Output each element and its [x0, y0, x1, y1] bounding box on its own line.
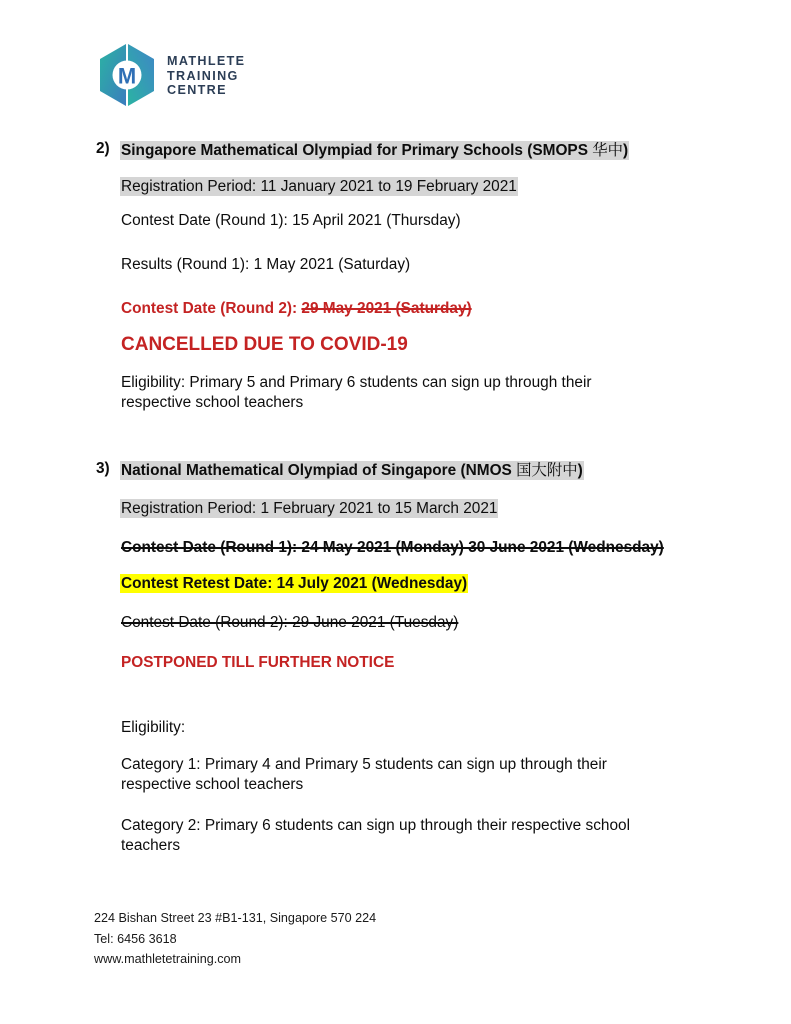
section-2-contest-round2-struck-date: 29 May 2021 (Saturday): [301, 300, 472, 317]
logo-line-2: TRAINING: [167, 68, 239, 83]
section-2-contest-round2-label: Contest Date (Round 2):: [121, 300, 302, 317]
footer-address: 224 Bishan Street 23 #B1-131, Singapore 570 224: [94, 911, 377, 925]
section-2-registration-period: [121, 177, 517, 197]
footer-contact-block: [94, 908, 376, 970]
section-3-title-close: ): [577, 462, 583, 479]
section-2-title-cjk: 华中: [592, 141, 624, 159]
list-marker-3: 3): [96, 460, 110, 477]
section-2-results-round1: Results (Round 1): 1 May 2021 (Saturday): [121, 256, 411, 273]
section-3-retest-date: [121, 574, 467, 594]
section-3-title-cjk: 国大附中: [516, 461, 578, 479]
section-2-status-badge: CANCELLED DUE TO COVID-19: [121, 334, 408, 355]
svg-text:M: M: [117, 63, 137, 89]
logo-wordmark: [167, 52, 245, 99]
hexagon-m-logo-icon: [96, 42, 158, 108]
section-2-eligibility: Eligibility: Primary 5 and Primary 6 students can sign up through their respective school teachers: [121, 374, 592, 412]
logo-line-3: CENTRE: [167, 83, 227, 98]
footer-telephone: Tel: 6456 3618: [94, 931, 177, 946]
company-logo: [96, 42, 245, 108]
footer-website: www.mathletetraining.com: [94, 952, 241, 967]
section-2-title-close: ): [623, 142, 629, 159]
section-3-eligibility-label: Eligibility:: [121, 719, 186, 736]
section-3-registration-text: Registration Period: 1 February 2021 to 15 March 2021: [121, 500, 498, 517]
section-3-contest-round1-struck: Contest Date (Round 1): 24 May 2021 (Monday) 30 June 2021 (Wednesday): [121, 539, 664, 556]
section-2-title: [121, 140, 628, 161]
section-3-status-badge: POSTPONED TILL FURTHER NOTICE: [121, 654, 395, 671]
list-marker-2: 2): [96, 140, 110, 157]
logo-line-1: MATHLETE: [167, 53, 246, 68]
section-3-title: [121, 460, 583, 481]
section-2-contest-round2: [121, 299, 472, 319]
section-2-title-text: Singapore Mathematical Olympiad for Primary Schools (SMOPS: [121, 142, 593, 159]
section-3-retest-date-text: Contest Retest Date: 14 July 2021 (Wednesday): [121, 575, 468, 592]
section-2-registration-text: Registration Period: 11 January 2021 to 19 February 2021: [121, 178, 517, 195]
section-3-category-2: Category 2: Primary 6 students can sign up through their respective school teachers: [121, 817, 631, 855]
section-3-registration-period: [121, 499, 497, 519]
section-3-contest-round2-struck: Contest Date (Round 2): 29 June 2021 (Tuesday): [121, 614, 459, 631]
section-3-title-text: National Mathematical Olympiad of Singapore (NMOS: [121, 462, 517, 479]
section-3-category-1: Category 1: Primary 4 and Primary 5 students can sign up through their respective school teachers: [121, 756, 607, 794]
section-2-contest-round1: Contest Date (Round 1): 15 April 2021 (Thursday): [121, 212, 461, 229]
